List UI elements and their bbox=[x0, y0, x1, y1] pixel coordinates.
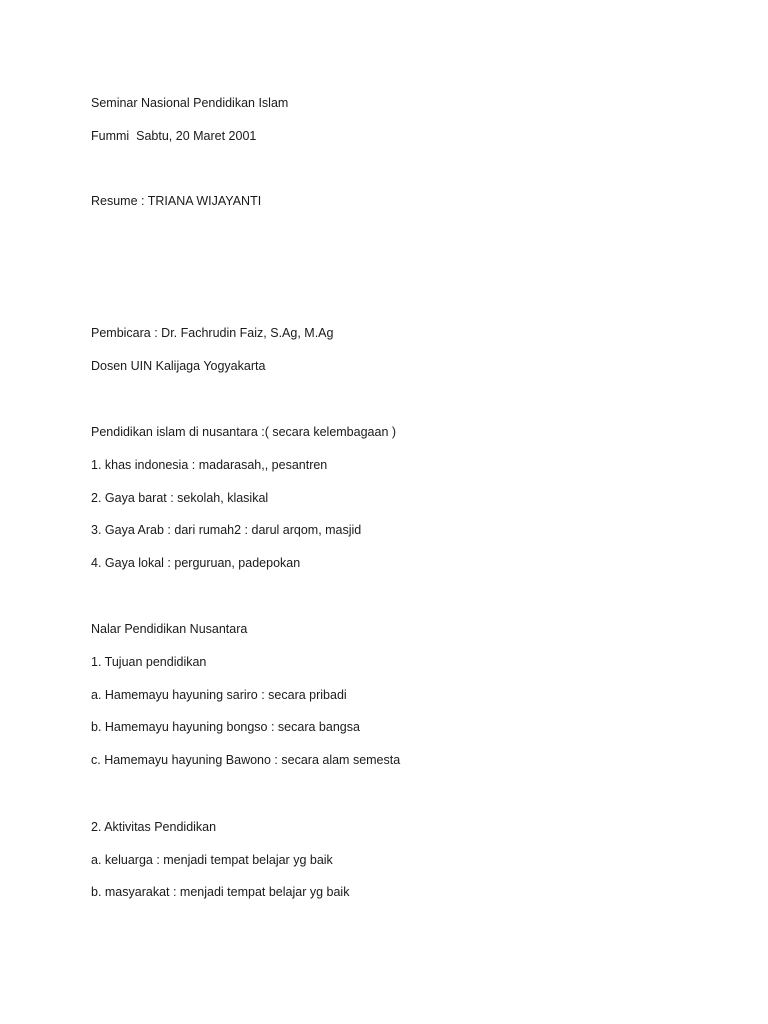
list-item: 4. Gaya lokal : perguruan, padepokan bbox=[91, 556, 301, 570]
document-title: Seminar Nasional Pendidikan Islam bbox=[91, 96, 289, 110]
speaker-name: Pembicara : Dr. Fachrudin Faiz, S.Ag, M.Ag bbox=[91, 326, 334, 340]
list-item: b. masyarakat : menjadi tempat belajar yg baik bbox=[91, 885, 350, 899]
list-item: 3. Gaya Arab : dari rumah2 : darul arqom, masjid bbox=[91, 523, 362, 537]
subsection-heading-activities: 2. Aktivitas Pendidikan bbox=[91, 820, 217, 834]
list-item: a. Hamemayu hayuning sariro : secara pribadi bbox=[91, 688, 347, 702]
list-item: b. Hamemayu hayuning bongso : secara bangsa bbox=[91, 720, 360, 734]
subsection-heading-goals: 1. Tujuan pendidikan bbox=[91, 655, 207, 669]
date-line: Fummi Sabtu, 20 Maret 2001 bbox=[91, 129, 257, 143]
speaker-affiliation: Dosen UIN Kalijaga Yogyakarta bbox=[91, 359, 266, 373]
list-item: 1. khas indonesia : madarasah,, pesantren bbox=[91, 458, 328, 472]
section-heading-institutions: Pendidikan islam di nusantara :( secara kelembagaan ) bbox=[91, 425, 397, 439]
list-item: c. Hamemayu hayuning Bawono : secara alam semesta bbox=[91, 753, 401, 767]
resume-author: Resume : TRIANA WIJAYANTI bbox=[91, 194, 262, 208]
section-heading-reasoning: Nalar Pendidikan Nusantara bbox=[91, 622, 248, 636]
list-item: a. keluarga : menjadi tempat belajar yg baik bbox=[91, 853, 333, 867]
list-item: 2. Gaya barat : sekolah, klasikal bbox=[91, 491, 269, 505]
